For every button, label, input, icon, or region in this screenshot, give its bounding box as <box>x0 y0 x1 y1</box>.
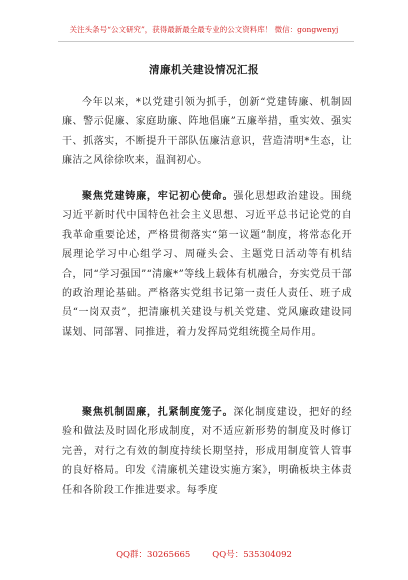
paragraph-party-building-lead: 聚焦党建铸廉，牢记初心使命。 <box>82 191 234 202</box>
header-banner: 关注头条号“公文研究”，获得最新最全最专业的公文资料库！ 微信：gongwenyj <box>69 25 339 34</box>
paragraph-mechanism-lead: 聚焦机制固廉，扎紧制度笼子。 <box>82 407 234 418</box>
header-divider <box>58 41 354 42</box>
paragraph-mechanism <box>62 403 352 500</box>
footer-qq: QQ号：535304092 <box>212 550 292 560</box>
paragraph-intro <box>62 93 352 171</box>
footer-qq-group: QQ群：30265665 <box>116 550 191 560</box>
footer-contact <box>0 548 408 560</box>
paragraph-party-building-text: 强化思想政治建设。围绕习近平新时代中国特色社会主义思想、习近平总书记论党的自我革命重要论述，严格贯彻落实“第一议题”制度，将常态化开展理论学习中心组学习、周碰头会、主题党日活动等有机结合，同“学习强国”“清廉*”等线上载体有机融合，夯实党员干部的政治理论基础。严格落实党组书记第一责任人责任、班子成员“一岗双责”，把清廉机关建设与机关党建、党风廉政建设同谋划、同部署、同推进，着力发挥局党组统揽全局作用。 <box>62 191 352 338</box>
paragraph-intro-text: 今年以来，*以党建引领为抓手，创新“党建铸廉、机制固廉、警示促廉、家庭助廉、阵地倡廉”五廉举措，重实效、强实干、抓落实，不断提升干部队伍廉洁意识，营造清明*生态，让廉洁之风徐徐吹来，温润初心。 <box>62 97 352 167</box>
document-title: 清廉机关建设情况汇报 <box>149 64 259 76</box>
paragraph-mechanism-text: 深化制度建设，把好的经验和做法及时固化形成制度，对不适应新形势的制度及时修订完善，对行之有效的制度持续长期坚持，形成用制度管人管事的良好格局。印发《清廉机关建设实施方案》，明确板块主体责任和各阶段工作推进要求。每季度 <box>62 407 352 496</box>
paragraph-party-building <box>62 187 352 342</box>
